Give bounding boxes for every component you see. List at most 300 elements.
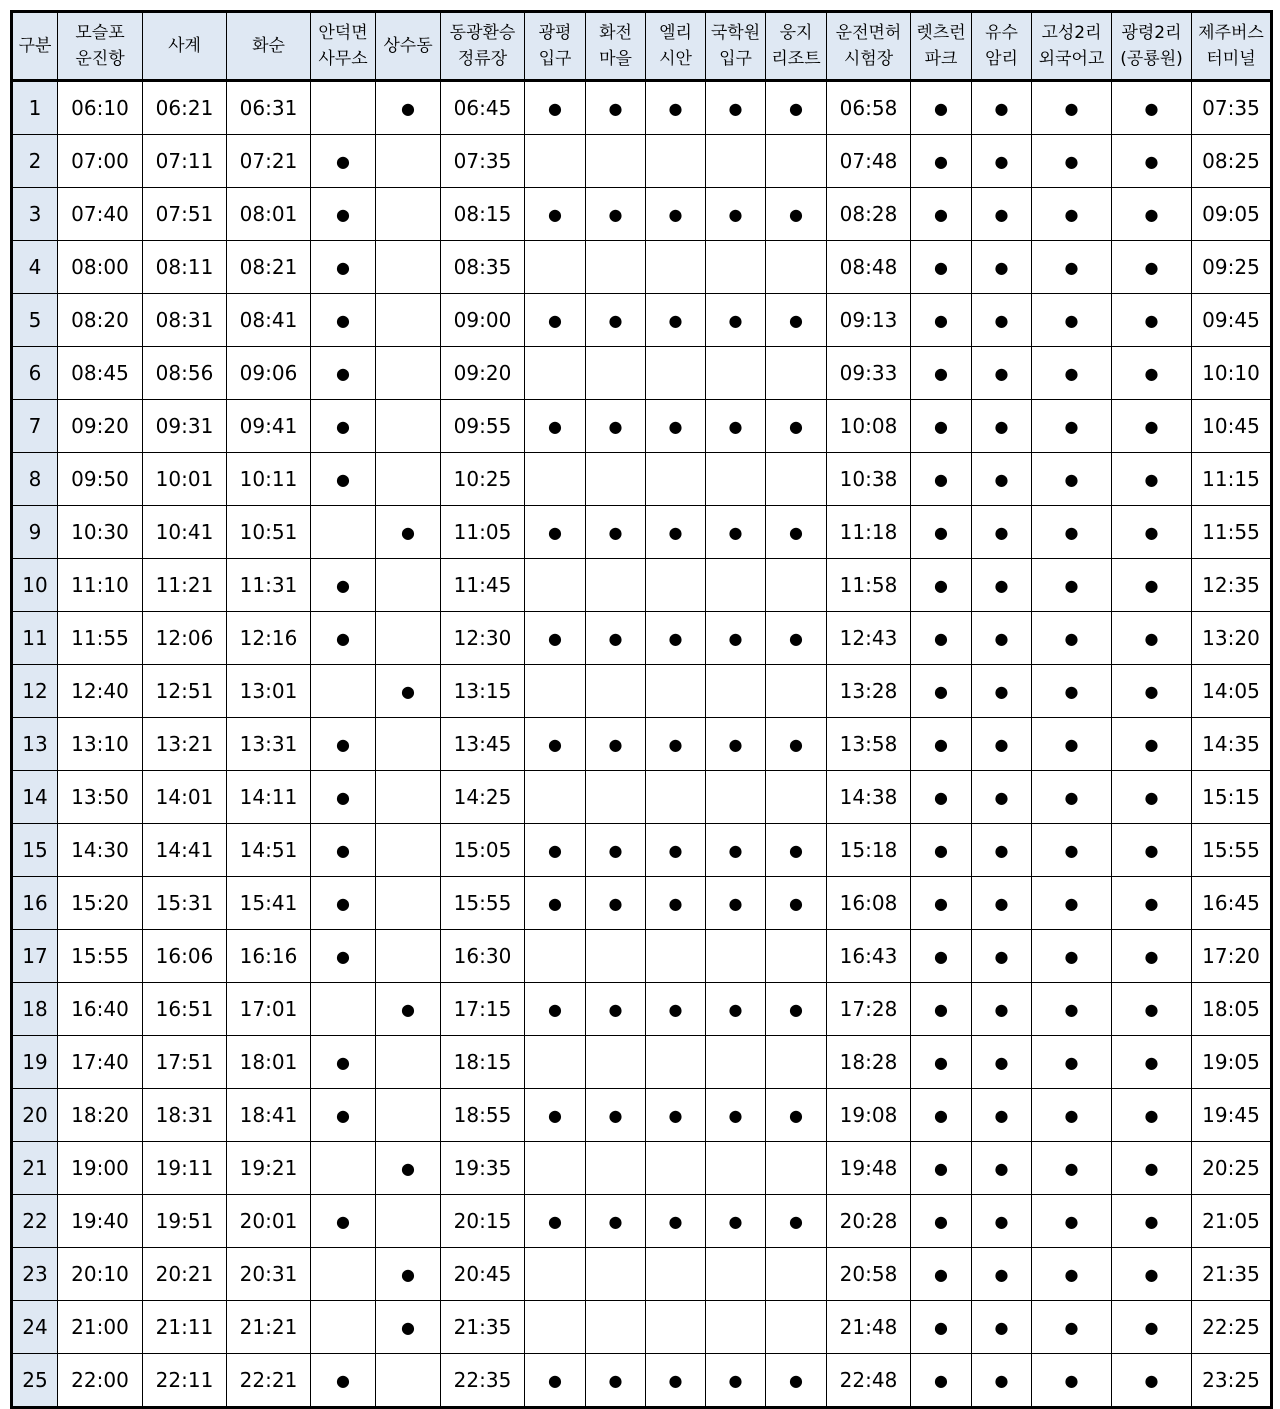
time-cell: 08:00 <box>58 241 143 294</box>
header-line-1: 유수 <box>985 23 1018 43</box>
time-cell: 17:51 <box>143 1036 227 1089</box>
empty-cell <box>646 241 706 294</box>
stop-marker-cell: ● <box>1032 1142 1112 1195</box>
header-line-2: 외국어고 <box>1038 49 1105 69</box>
time-cell: 20:45 <box>441 1248 525 1301</box>
time-cell: 14:25 <box>441 771 525 824</box>
time-cell: 11:58 <box>827 559 911 612</box>
time-cell: 11:21 <box>143 559 227 612</box>
stop-marker-cell: ● <box>376 1248 441 1301</box>
empty-cell <box>706 1142 766 1195</box>
row-index-cell: 17 <box>12 930 58 983</box>
stop-marker-cell: ● <box>706 188 766 241</box>
header-line-1: 렛츠런 <box>916 23 966 43</box>
stop-marker-cell: ● <box>1032 1195 1112 1248</box>
time-cell: 22:25 <box>1192 1301 1272 1354</box>
empty-cell <box>376 824 441 877</box>
time-cell: 20:21 <box>143 1248 227 1301</box>
stop-marker-cell: ● <box>586 877 646 930</box>
stop-marker-cell: ● <box>1112 1248 1192 1301</box>
table-row <box>12 188 1272 241</box>
header-line-1: 동광환승 <box>449 23 516 43</box>
header-stop <box>706 12 766 81</box>
stop-marker-cell: ● <box>911 665 972 718</box>
stop-marker-cell: ● <box>972 294 1032 347</box>
header-line-2: 시안 <box>659 49 692 69</box>
stop-marker-cell: ● <box>646 400 706 453</box>
stop-marker-cell: ● <box>1032 347 1112 400</box>
stop-marker-cell: ● <box>586 1195 646 1248</box>
stop-marker-cell: ● <box>1112 400 1192 453</box>
time-cell: 06:21 <box>143 81 227 135</box>
stop-marker-cell: ● <box>1112 612 1192 665</box>
stop-marker-cell: ● <box>766 294 827 347</box>
row-index-cell: 25 <box>12 1354 58 1408</box>
time-cell: 09:45 <box>1192 294 1272 347</box>
empty-cell <box>525 1301 586 1354</box>
time-cell: 08:11 <box>143 241 227 294</box>
time-cell: 14:30 <box>58 824 143 877</box>
time-cell: 18:05 <box>1192 983 1272 1036</box>
time-cell: 15:18 <box>827 824 911 877</box>
stop-marker-cell: ● <box>911 453 972 506</box>
time-cell: 08:41 <box>227 294 311 347</box>
time-cell: 14:51 <box>227 824 311 877</box>
stop-marker-cell: ● <box>646 1354 706 1408</box>
time-cell: 08:01 <box>227 188 311 241</box>
table-row <box>12 930 1272 983</box>
stop-marker-cell: ● <box>972 81 1032 135</box>
stop-marker-cell: ● <box>1112 294 1192 347</box>
stop-marker-cell: ● <box>1032 665 1112 718</box>
stop-marker-cell: ● <box>911 559 972 612</box>
table-row <box>12 612 1272 665</box>
stop-marker-cell: ● <box>766 612 827 665</box>
time-cell: 08:56 <box>143 347 227 400</box>
time-cell: 10:51 <box>227 506 311 559</box>
stop-marker-cell: ● <box>1032 1301 1112 1354</box>
stop-marker-cell: ● <box>911 983 972 1036</box>
stop-marker-cell: ● <box>311 1195 376 1248</box>
empty-cell <box>376 135 441 188</box>
table-row <box>12 665 1272 718</box>
stop-marker-cell: ● <box>311 771 376 824</box>
stop-marker-cell: ● <box>376 983 441 1036</box>
time-cell: 20:58 <box>827 1248 911 1301</box>
stop-marker-cell: ● <box>525 824 586 877</box>
stop-marker-cell: ● <box>972 824 1032 877</box>
time-cell: 14:05 <box>1192 665 1272 718</box>
stop-marker-cell: ● <box>1032 1248 1112 1301</box>
header-line-2: 마을 <box>599 49 632 69</box>
stop-marker-cell: ● <box>766 877 827 930</box>
stop-marker-cell: ● <box>972 1301 1032 1354</box>
bus-timetable <box>10 10 1273 1409</box>
empty-cell <box>525 559 586 612</box>
table-row <box>12 135 1272 188</box>
empty-cell <box>311 1142 376 1195</box>
empty-cell <box>586 930 646 983</box>
stop-marker-cell: ● <box>766 81 827 135</box>
time-cell: 09:55 <box>441 400 525 453</box>
stop-marker-cell: ● <box>972 1142 1032 1195</box>
stop-marker-cell: ● <box>525 294 586 347</box>
row-index-cell: 20 <box>12 1089 58 1142</box>
empty-cell <box>376 718 441 771</box>
empty-cell <box>586 453 646 506</box>
stop-marker-cell: ● <box>911 1142 972 1195</box>
empty-cell <box>311 1248 376 1301</box>
stop-marker-cell: ● <box>1112 983 1192 1036</box>
time-cell: 14:11 <box>227 771 311 824</box>
stop-marker-cell: ● <box>1112 771 1192 824</box>
time-cell: 13:01 <box>227 665 311 718</box>
stop-marker-cell: ● <box>311 400 376 453</box>
time-cell: 21:35 <box>441 1301 525 1354</box>
empty-cell <box>646 135 706 188</box>
table-row <box>12 506 1272 559</box>
stop-marker-cell: ● <box>706 1089 766 1142</box>
table-row <box>12 983 1272 1036</box>
time-cell: 15:41 <box>227 877 311 930</box>
stop-marker-cell: ● <box>1112 347 1192 400</box>
empty-cell <box>646 665 706 718</box>
table-row <box>12 877 1272 930</box>
time-cell: 20:15 <box>441 1195 525 1248</box>
time-cell: 08:28 <box>827 188 911 241</box>
empty-cell <box>766 771 827 824</box>
time-cell: 19:08 <box>827 1089 911 1142</box>
table-row <box>12 559 1272 612</box>
time-cell: 19:51 <box>143 1195 227 1248</box>
header-stop <box>911 12 972 81</box>
stop-marker-cell: ● <box>1112 930 1192 983</box>
empty-cell <box>766 1301 827 1354</box>
time-cell: 13:21 <box>143 718 227 771</box>
empty-cell <box>766 930 827 983</box>
stop-marker-cell: ● <box>706 294 766 347</box>
stop-marker-cell: ● <box>766 983 827 1036</box>
time-cell: 18:01 <box>227 1036 311 1089</box>
table-row <box>12 241 1272 294</box>
time-cell: 13:20 <box>1192 612 1272 665</box>
empty-cell <box>766 559 827 612</box>
time-cell: 08:31 <box>143 294 227 347</box>
empty-cell <box>311 983 376 1036</box>
stop-marker-cell: ● <box>1032 1354 1112 1408</box>
stop-marker-cell: ● <box>376 665 441 718</box>
timetable-container <box>10 10 1273 1409</box>
stop-marker-cell: ● <box>911 135 972 188</box>
header-line-2: 파크 <box>924 49 958 69</box>
empty-cell <box>646 1248 706 1301</box>
row-index-cell: 11 <box>12 612 58 665</box>
stop-marker-cell: ● <box>972 1195 1032 1248</box>
time-cell: 09:13 <box>827 294 911 347</box>
stop-marker-cell: ● <box>972 1354 1032 1408</box>
empty-cell <box>706 1301 766 1354</box>
header-line-1: 광평 <box>538 23 572 43</box>
stop-marker-cell: ● <box>1112 188 1192 241</box>
header-line-1: 제주버스 <box>1198 23 1264 43</box>
stop-marker-cell: ● <box>706 1195 766 1248</box>
header-stop <box>827 12 911 81</box>
empty-cell <box>706 1036 766 1089</box>
empty-cell <box>525 1142 586 1195</box>
time-cell: 09:00 <box>441 294 525 347</box>
time-cell: 14:38 <box>827 771 911 824</box>
row-index-cell: 15 <box>12 824 58 877</box>
row-index-cell: 13 <box>12 718 58 771</box>
header-stop <box>1112 12 1192 81</box>
stop-marker-cell: ● <box>311 612 376 665</box>
stop-marker-cell: ● <box>646 1089 706 1142</box>
time-cell: 09:33 <box>827 347 911 400</box>
time-cell: 07:51 <box>143 188 227 241</box>
stop-marker-cell: ● <box>706 718 766 771</box>
stop-marker-cell: ● <box>525 1089 586 1142</box>
row-index-cell: 23 <box>12 1248 58 1301</box>
row-index-cell: 5 <box>12 294 58 347</box>
stop-marker-cell: ● <box>646 294 706 347</box>
time-cell: 22:11 <box>143 1354 227 1408</box>
stop-marker-cell: ● <box>525 983 586 1036</box>
stop-marker-cell: ● <box>525 612 586 665</box>
stop-marker-cell: ● <box>972 930 1032 983</box>
time-cell: 11:45 <box>441 559 525 612</box>
time-cell: 07:40 <box>58 188 143 241</box>
stop-marker-cell: ● <box>766 718 827 771</box>
stop-marker-cell: ● <box>1032 771 1112 824</box>
time-cell: 20:31 <box>227 1248 311 1301</box>
stop-marker-cell: ● <box>972 135 1032 188</box>
time-cell: 11:15 <box>1192 453 1272 506</box>
time-cell: 11:55 <box>58 612 143 665</box>
stop-marker-cell: ● <box>911 294 972 347</box>
time-cell: 09:50 <box>58 453 143 506</box>
stop-marker-cell: ● <box>972 188 1032 241</box>
empty-cell <box>706 559 766 612</box>
stop-marker-cell: ● <box>1112 824 1192 877</box>
time-cell: 06:31 <box>227 81 311 135</box>
time-cell: 13:10 <box>58 718 143 771</box>
empty-cell <box>706 1248 766 1301</box>
time-cell: 17:28 <box>827 983 911 1036</box>
stop-marker-cell: ● <box>311 453 376 506</box>
header-line-2: 암리 <box>985 49 1018 69</box>
empty-cell <box>376 612 441 665</box>
stop-marker-cell: ● <box>911 824 972 877</box>
time-cell: 17:15 <box>441 983 525 1036</box>
row-index-cell: 24 <box>12 1301 58 1354</box>
time-cell: 16:40 <box>58 983 143 1036</box>
header-line-1: 광령2리 <box>1121 23 1182 43</box>
time-cell: 22:35 <box>441 1354 525 1408</box>
row-index-cell: 12 <box>12 665 58 718</box>
stop-marker-cell: ● <box>525 81 586 135</box>
time-cell: 13:28 <box>827 665 911 718</box>
empty-cell <box>646 559 706 612</box>
time-cell: 15:55 <box>1192 824 1272 877</box>
empty-cell <box>586 1248 646 1301</box>
stop-marker-cell: ● <box>1032 241 1112 294</box>
header-line-1: 모슬포 <box>75 23 125 43</box>
stop-marker-cell: ● <box>706 81 766 135</box>
time-cell: 12:43 <box>827 612 911 665</box>
stop-marker-cell: ● <box>586 188 646 241</box>
empty-cell <box>766 665 827 718</box>
empty-cell <box>586 665 646 718</box>
stop-marker-cell: ● <box>646 1195 706 1248</box>
stop-marker-cell: ● <box>911 771 972 824</box>
empty-cell <box>525 665 586 718</box>
stop-marker-cell: ● <box>1112 1354 1192 1408</box>
time-cell: 14:01 <box>143 771 227 824</box>
header-index <box>12 12 58 81</box>
empty-cell <box>311 506 376 559</box>
empty-cell <box>376 400 441 453</box>
stop-marker-cell: ● <box>766 1354 827 1408</box>
time-cell: 22:00 <box>58 1354 143 1408</box>
time-cell: 16:43 <box>827 930 911 983</box>
stop-marker-cell: ● <box>911 400 972 453</box>
row-index-cell: 1 <box>12 81 58 135</box>
stop-marker-cell: ● <box>911 877 972 930</box>
header-line-2: (공룡원) <box>1120 49 1183 69</box>
stop-marker-cell: ● <box>972 983 1032 1036</box>
empty-cell <box>376 1036 441 1089</box>
header-line-1: 화전 <box>599 23 632 43</box>
header-stop <box>143 12 227 81</box>
time-cell: 19:35 <box>441 1142 525 1195</box>
time-cell: 11:55 <box>1192 506 1272 559</box>
empty-cell <box>646 347 706 400</box>
stop-marker-cell: ● <box>1112 1301 1192 1354</box>
time-cell: 06:45 <box>441 81 525 135</box>
row-index-cell: 2 <box>12 135 58 188</box>
time-cell: 15:55 <box>58 930 143 983</box>
header-line-1: 고성2리 <box>1041 23 1102 43</box>
header-line-1: 상수동 <box>383 36 433 56</box>
stop-marker-cell: ● <box>972 665 1032 718</box>
stop-marker-cell: ● <box>311 347 376 400</box>
time-cell: 20:10 <box>58 1248 143 1301</box>
time-cell: 19:00 <box>58 1142 143 1195</box>
empty-cell <box>376 771 441 824</box>
header-stop <box>766 12 827 81</box>
time-cell: 14:35 <box>1192 718 1272 771</box>
time-cell: 23:25 <box>1192 1354 1272 1408</box>
header-line-2: 운진항 <box>75 49 125 69</box>
empty-cell <box>706 241 766 294</box>
row-index-cell: 16 <box>12 877 58 930</box>
stop-marker-cell: ● <box>1032 135 1112 188</box>
stop-marker-cell: ● <box>1112 241 1192 294</box>
stop-marker-cell: ● <box>525 188 586 241</box>
time-cell: 13:15 <box>441 665 525 718</box>
empty-cell <box>766 135 827 188</box>
stop-marker-cell: ● <box>646 81 706 135</box>
row-index-cell: 4 <box>12 241 58 294</box>
header-stop <box>646 12 706 81</box>
stop-marker-cell: ● <box>586 983 646 1036</box>
time-cell: 22:48 <box>827 1354 911 1408</box>
time-cell: 21:05 <box>1192 1195 1272 1248</box>
header-line-2: 리조트 <box>771 49 821 69</box>
row-index-cell: 6 <box>12 347 58 400</box>
stop-marker-cell: ● <box>376 1142 441 1195</box>
time-cell: 12:06 <box>143 612 227 665</box>
stop-marker-cell: ● <box>646 718 706 771</box>
time-cell: 07:11 <box>143 135 227 188</box>
empty-cell <box>586 771 646 824</box>
table-row <box>12 1142 1272 1195</box>
stop-marker-cell: ● <box>706 983 766 1036</box>
time-cell: 08:15 <box>441 188 525 241</box>
time-cell: 09:20 <box>58 400 143 453</box>
empty-cell <box>646 1036 706 1089</box>
stop-marker-cell: ● <box>1112 1142 1192 1195</box>
stop-marker-cell: ● <box>766 1195 827 1248</box>
time-cell: 10:11 <box>227 453 311 506</box>
time-cell: 08:21 <box>227 241 311 294</box>
empty-cell <box>525 1036 586 1089</box>
stop-marker-cell: ● <box>706 612 766 665</box>
stop-marker-cell: ● <box>911 612 972 665</box>
stop-marker-cell: ● <box>525 877 586 930</box>
table-row <box>12 718 1272 771</box>
stop-marker-cell: ● <box>646 983 706 1036</box>
stop-marker-cell: ● <box>911 718 972 771</box>
stop-marker-cell: ● <box>311 135 376 188</box>
time-cell: 10:38 <box>827 453 911 506</box>
stop-marker-cell: ● <box>525 400 586 453</box>
time-cell: 15:05 <box>441 824 525 877</box>
table-row <box>12 1195 1272 1248</box>
header-line-2: 정류장 <box>457 49 508 69</box>
table-row <box>12 824 1272 877</box>
empty-cell <box>706 135 766 188</box>
header-line-2: 입구 <box>719 49 752 69</box>
stop-marker-cell: ● <box>525 1195 586 1248</box>
stop-marker-cell: ● <box>311 1354 376 1408</box>
time-cell: 22:21 <box>227 1354 311 1408</box>
empty-cell <box>376 188 441 241</box>
time-cell: 15:31 <box>143 877 227 930</box>
empty-cell <box>376 877 441 930</box>
empty-cell <box>525 135 586 188</box>
time-cell: 16:16 <box>227 930 311 983</box>
stop-marker-cell: ● <box>766 188 827 241</box>
time-cell: 21:21 <box>227 1301 311 1354</box>
time-cell: 21:11 <box>143 1301 227 1354</box>
empty-cell <box>586 347 646 400</box>
timetable-body <box>12 81 1272 1408</box>
time-cell: 19:45 <box>1192 1089 1272 1142</box>
stop-marker-cell: ● <box>1032 506 1112 559</box>
stop-marker-cell: ● <box>972 1036 1032 1089</box>
empty-cell <box>586 241 646 294</box>
stop-marker-cell: ● <box>972 771 1032 824</box>
stop-marker-cell: ● <box>1032 612 1112 665</box>
time-cell: 09:25 <box>1192 241 1272 294</box>
time-cell: 15:20 <box>58 877 143 930</box>
empty-cell <box>311 665 376 718</box>
stop-marker-cell: ● <box>1032 877 1112 930</box>
stop-marker-cell: ● <box>1032 983 1112 1036</box>
stop-marker-cell: ● <box>972 347 1032 400</box>
time-cell: 16:51 <box>143 983 227 1036</box>
